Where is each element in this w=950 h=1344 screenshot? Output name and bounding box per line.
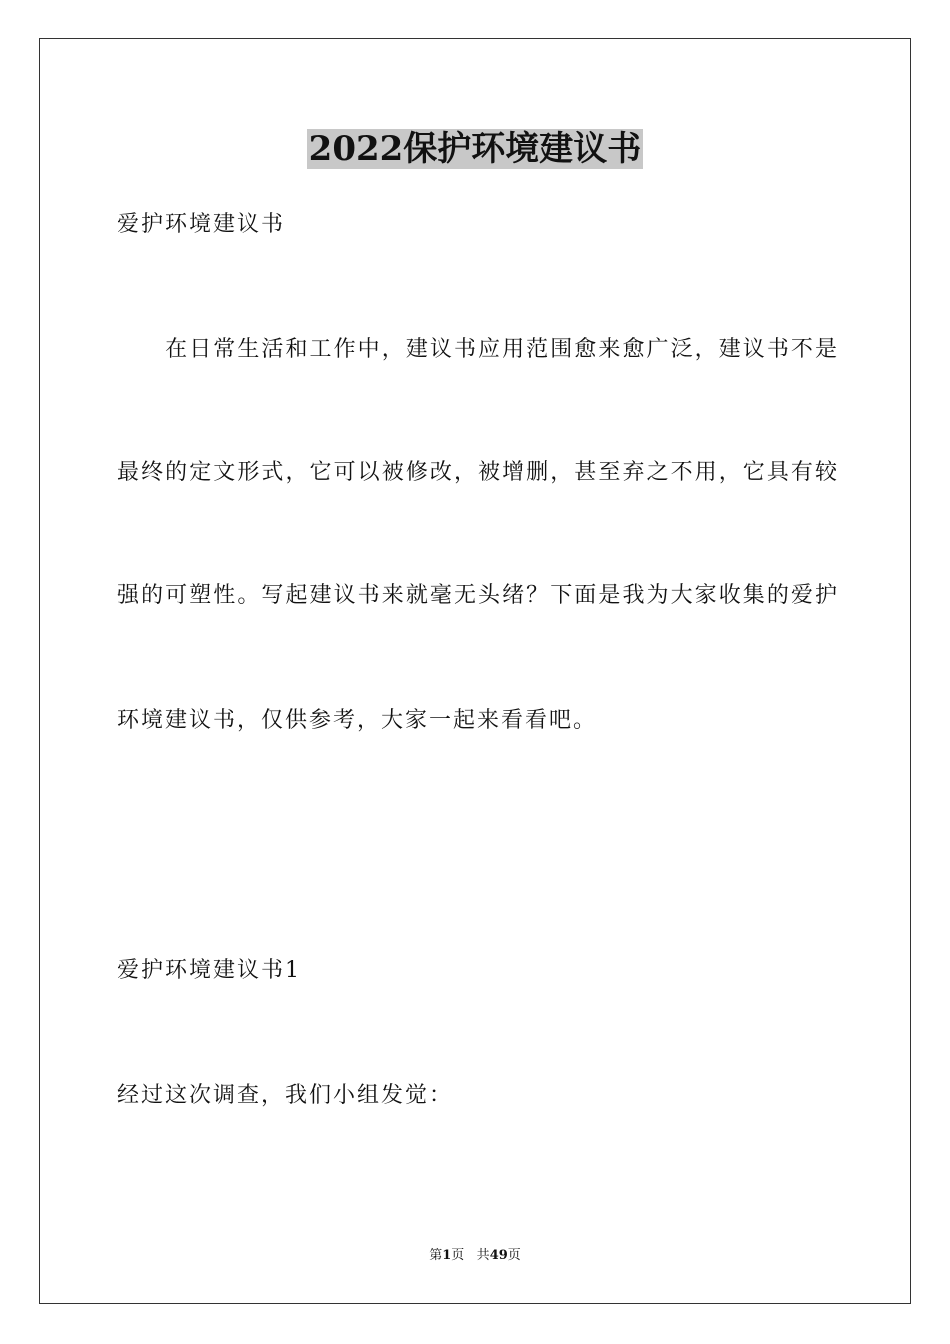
intro-line-1: 在日常生活和工作中，建议书应用范围愈来愈广泛，建议书不是 bbox=[117, 337, 837, 362]
document-subtitle: 爱护环境建议书 bbox=[117, 212, 286, 237]
footer-total-prefix: 共 bbox=[476, 1248, 490, 1263]
page-footer bbox=[0, 1247, 950, 1265]
section-body-line: 经过这次调查，我们小组发觉： bbox=[117, 1083, 454, 1108]
footer-total-pages: 49 bbox=[489, 1248, 508, 1263]
intro-line-4: 环境建议书，仅供参考，大家一起来看看吧。 bbox=[117, 708, 598, 733]
document-title-text: 2022保护环境建议书 bbox=[308, 129, 642, 169]
footer-total-suffix: 页 bbox=[507, 1248, 521, 1263]
footer-page-number: 1 bbox=[442, 1248, 452, 1263]
footer-page-prefix: 第 bbox=[429, 1248, 443, 1263]
intro-line-2: 最终的定文形式，它可以被修改，被增删，甚至弃之不用，它具有较 bbox=[117, 460, 837, 485]
document-title bbox=[0, 124, 950, 174]
footer-page-suffix: 页 bbox=[451, 1248, 465, 1263]
section-heading: 爱护环境建议书1 bbox=[117, 958, 301, 983]
intro-line-3: 强的可塑性。写起建议书来就毫无头绪？下面是我为大家收集的爱护 bbox=[117, 583, 837, 608]
